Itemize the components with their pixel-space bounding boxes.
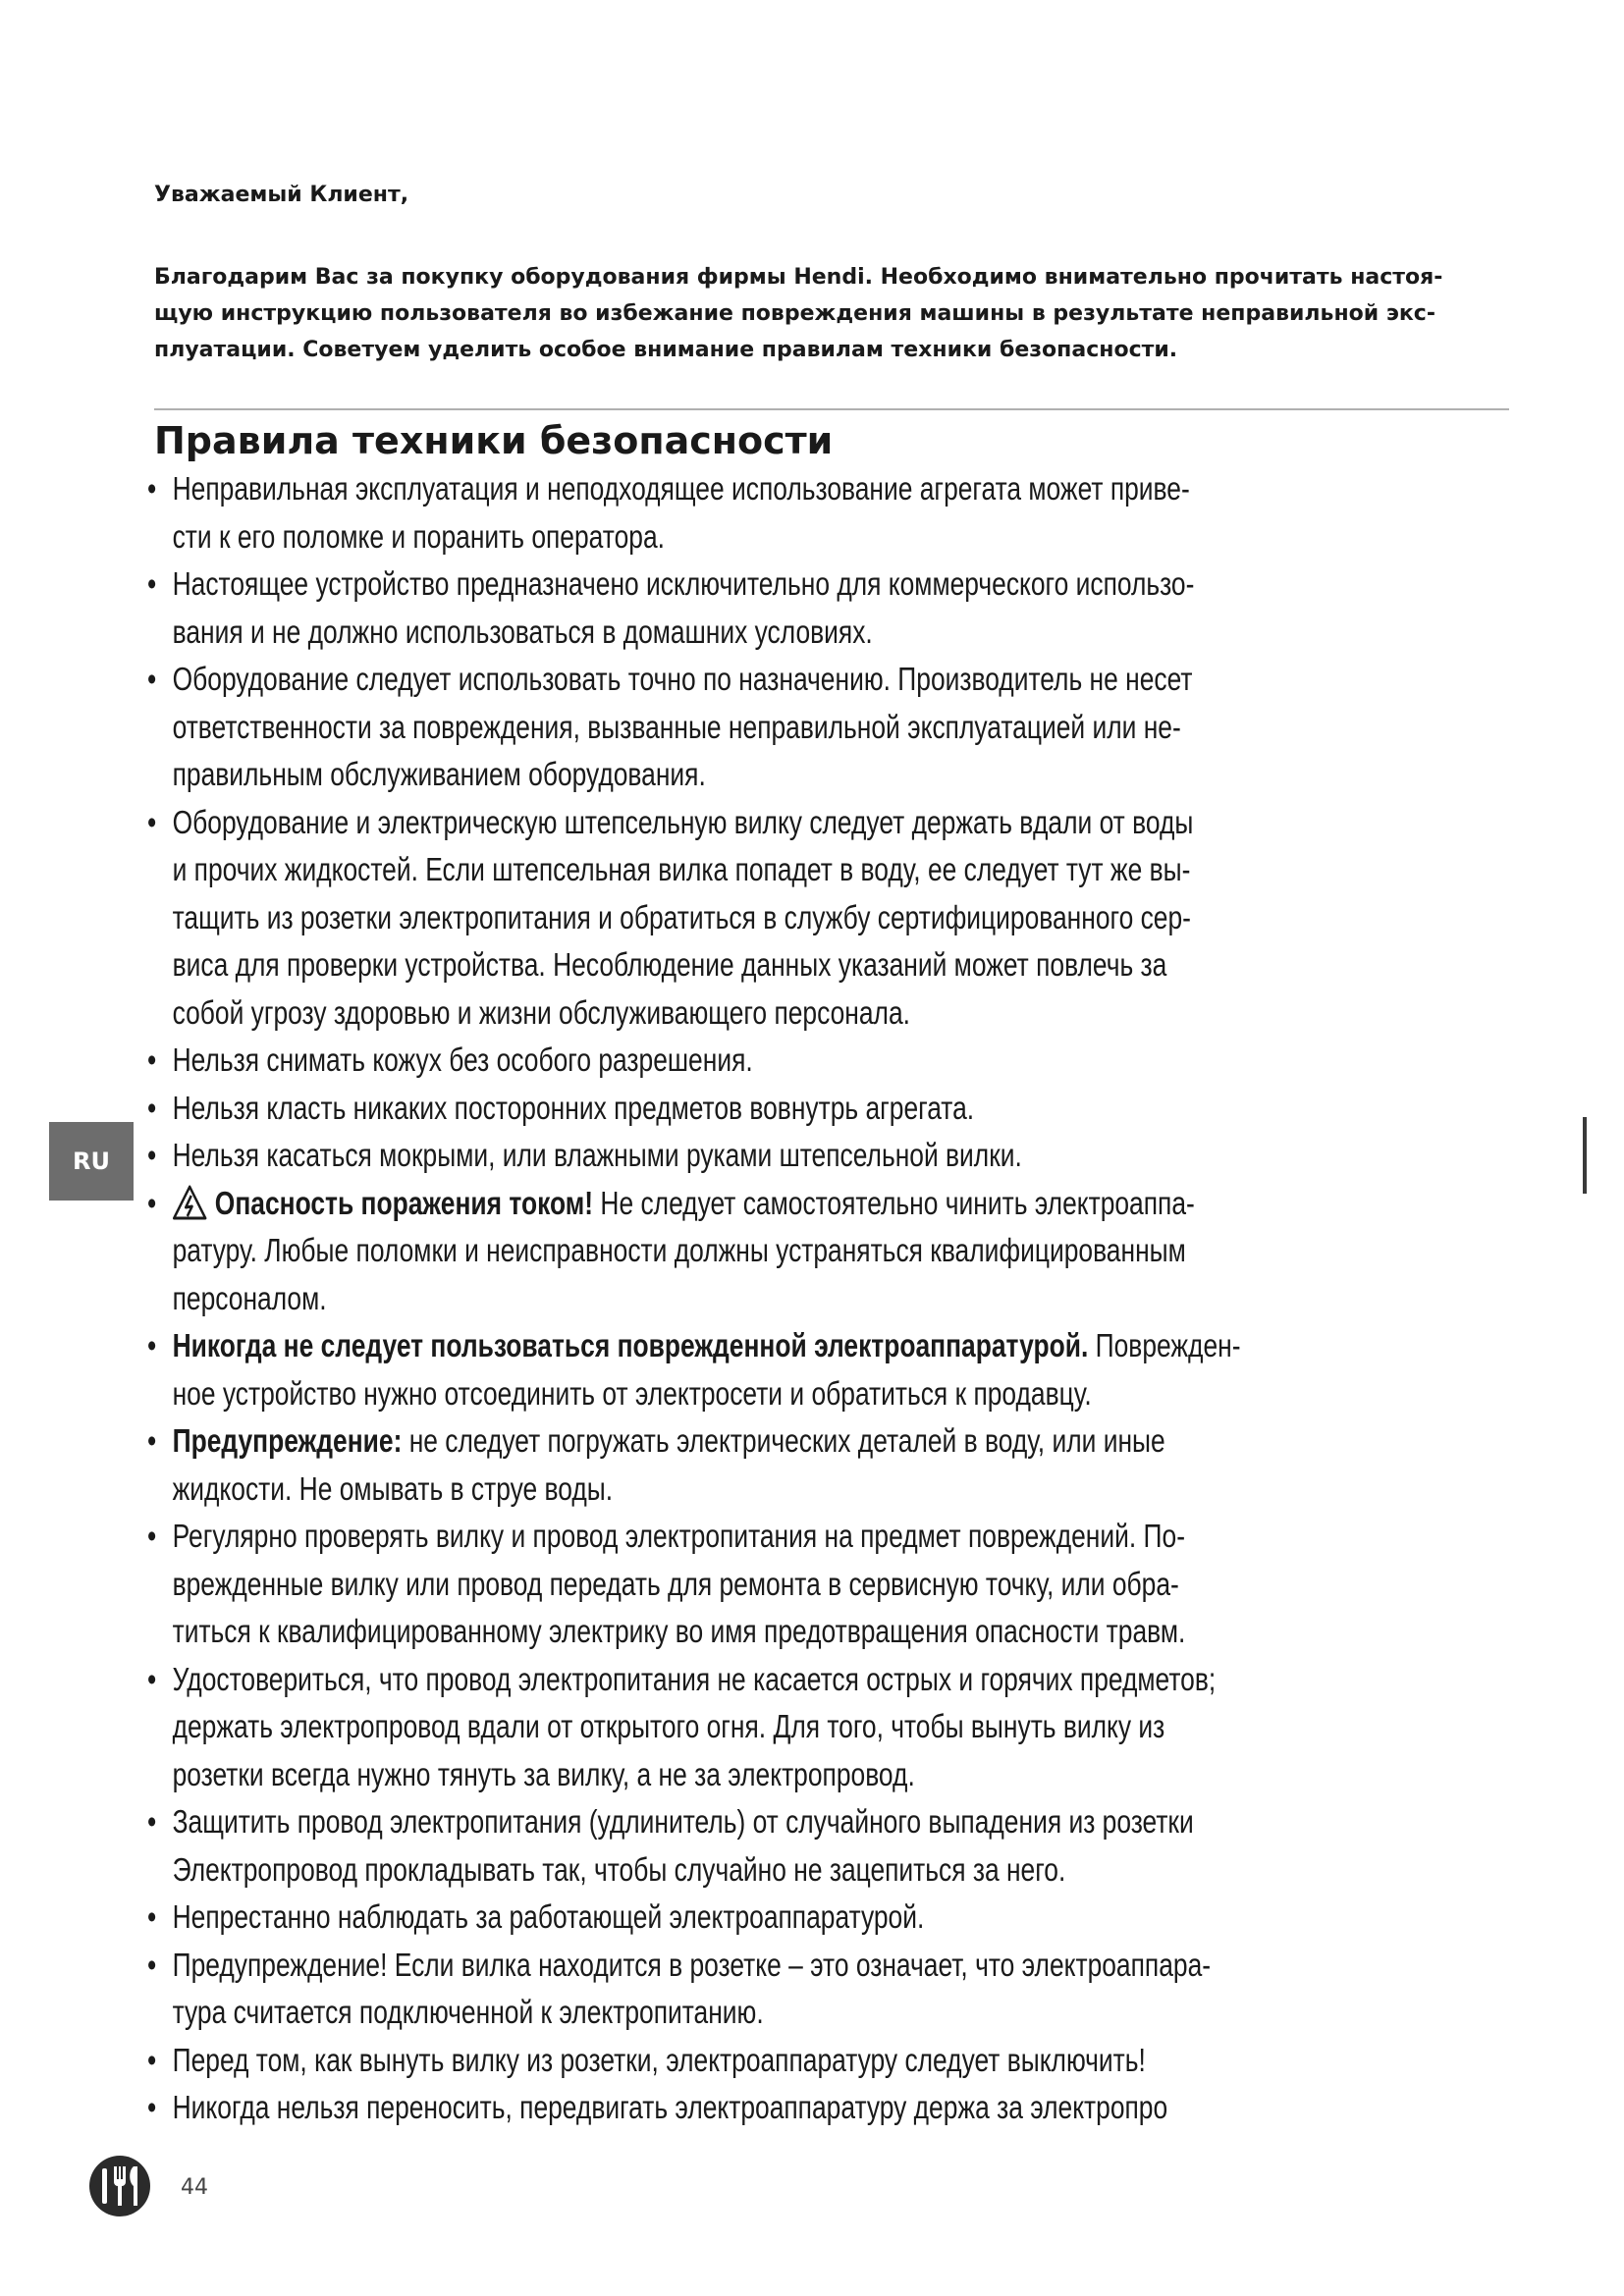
list-item xyxy=(147,1037,1255,1085)
bullet-icon: • xyxy=(147,1946,157,1983)
list-item xyxy=(147,2084,1255,2132)
language-tab: RU xyxy=(49,1122,134,1201)
list-item xyxy=(147,1132,1255,1180)
list-item-text: Не следует самостоятельно чинить электроаппа- ратуру. Любые поломки и неисправности должны устраняться квалифицированным персоналом. xyxy=(172,1184,1195,1316)
bullet-icon: • xyxy=(147,2089,157,2125)
list-item xyxy=(147,1085,1255,1133)
list-item xyxy=(147,2037,1255,2085)
list-item xyxy=(147,799,1255,1038)
list-item xyxy=(147,1180,1255,1323)
section-heading: Правила техники безопасности xyxy=(154,419,834,462)
list-item xyxy=(147,1656,1255,1799)
list-item-text: Никогда нельзя переносить, передвигать электроаппаратуру держа за электропро xyxy=(172,2089,1168,2125)
list-item-text: Защитить провод электропитания (удлинитель) от случайного выпадения из розетки Электропровод прокладывать так, чтобы случайно не зацепиться за него. xyxy=(172,1803,1194,1888)
electric-hazard-icon xyxy=(173,1185,207,1220)
bullet-icon: • xyxy=(147,1089,157,1126)
list-item xyxy=(147,656,1255,799)
list-item xyxy=(147,465,1255,561)
bullet-icon: • xyxy=(147,1184,157,1221)
list-item xyxy=(147,1417,1255,1513)
side-marker xyxy=(1583,1117,1587,1194)
list-item xyxy=(147,1942,1255,2037)
safety-rules-list xyxy=(147,465,1255,2132)
list-item-text: Непрестанно наблюдать за работающей электроаппаратурой. xyxy=(172,1898,925,1935)
list-item-text: Удостовериться, что провод электропитания не касается острых и горячих предметов; держать электропровод вдали от открытого огня. Для того, чтобы вынуть вилку из розетки всегда нужно тянуть за вилку, а не за электропровод. xyxy=(172,1660,1217,1792)
greeting: Уважаемый Клиент, xyxy=(154,183,409,207)
bullet-icon: • xyxy=(147,565,157,602)
bullet-icon: • xyxy=(147,2041,157,2078)
bullet-icon: • xyxy=(147,470,157,507)
bullet-icon: • xyxy=(147,1660,157,1697)
list-item-text: Поврежден- ное устройство нужно отсоединить от электросети и обратиться к продавцу. xyxy=(172,1327,1241,1412)
bullet-icon: • xyxy=(147,1327,157,1363)
intro-paragraph: Благодарим Вас за покупку оборудования фирмы Hendi. Необходимо внимательно прочитать настоя- щую инструкцию пользователя во избежание повреждения машины в результате неправильной экс- плуатации. Советуем уделить особое внимание правилам техники безопасности. xyxy=(154,265,1443,362)
list-item-text: Нельзя касаться мокрыми, или влажными руками штепсельной вилки. xyxy=(172,1137,1022,1173)
list-item xyxy=(147,1798,1255,1894)
bullet-icon: • xyxy=(147,1898,157,1935)
bullet-icon: • xyxy=(147,803,157,840)
cutlery-logo-icon xyxy=(88,2155,151,2217)
list-item-text: Нельзя класть никаких посторонних предметов вовнутрь агрегата. xyxy=(172,1089,975,1126)
list-item-text: Оборудование следует использовать точно по назначению. Производитель не несет ответственности за повреждения, вызванные неправильной эксплуатацией или не- правильным обслуживанием оборудования. xyxy=(172,661,1193,792)
list-item-text: Настоящее устройство предназначено исключительно для коммерческого использо- вания и не должно использоваться в домашних условиях. xyxy=(172,565,1195,650)
list-item-text: Перед том, как вынуть вилку из розетки, электроаппаратуру следует выключить! xyxy=(172,2041,1146,2078)
list-item-text: Оборудование и электрическую штепсельную вилку следует держать вдали от воды и прочих жидкостей. Если штепсельная вилка попадет в воду, ее следует тут же вы- тащить из розетки электропитания и обратиться в службу сертифицированного сер- виса для проверки устройства. Несоблюдение данных указаний может повлечь за собой угрозу здоровью и жизни обслуживающего персонала. xyxy=(172,803,1194,1031)
list-item-strong: Предупреждение: xyxy=(172,1422,403,1459)
section-divider xyxy=(154,408,1509,410)
bullet-icon: • xyxy=(147,1137,157,1173)
bullet-icon: • xyxy=(147,1422,157,1459)
bullet-icon: • xyxy=(147,1803,157,1840)
bullet-icon: • xyxy=(147,1518,157,1554)
list-item xyxy=(147,1322,1255,1417)
list-item-text: Предупреждение! Если вилка находится в розетке – это означает, что электроаппара- тура считается подключенной к электропитанию. xyxy=(172,1946,1212,2030)
list-item-strong: Опасность поражения током! xyxy=(214,1184,594,1221)
list-item-text: Нельзя снимать кожух без особого разрешения. xyxy=(172,1041,753,1078)
bullet-icon: • xyxy=(147,661,157,697)
list-item-text: не следует погружать электрических деталей в воду, или иные жидкости. Не омывать в струе воды. xyxy=(172,1422,1165,1507)
page-number: 44 xyxy=(181,2175,208,2200)
bullet-icon: • xyxy=(147,1041,157,1078)
list-item xyxy=(147,1513,1255,1656)
list-item-strong: Никогда не следует пользоваться поврежденной электроаппаратурой. xyxy=(172,1327,1089,1363)
list-item xyxy=(147,1894,1255,1942)
list-item-text: Регулярно проверять вилку и провод электропитания на предмет повреждений. По- врежденные вилку или провод передать для ремонта в сервисную точку, или обра- титься к квалифицированному электрику во имя предотвращения опасности травм. xyxy=(172,1518,1186,1649)
list-item-text: Неправильная эксплуатация и неподходящее использование агрегата может приве- сти к его поломке и поранить оператора. xyxy=(172,470,1190,555)
list-item xyxy=(147,561,1255,656)
